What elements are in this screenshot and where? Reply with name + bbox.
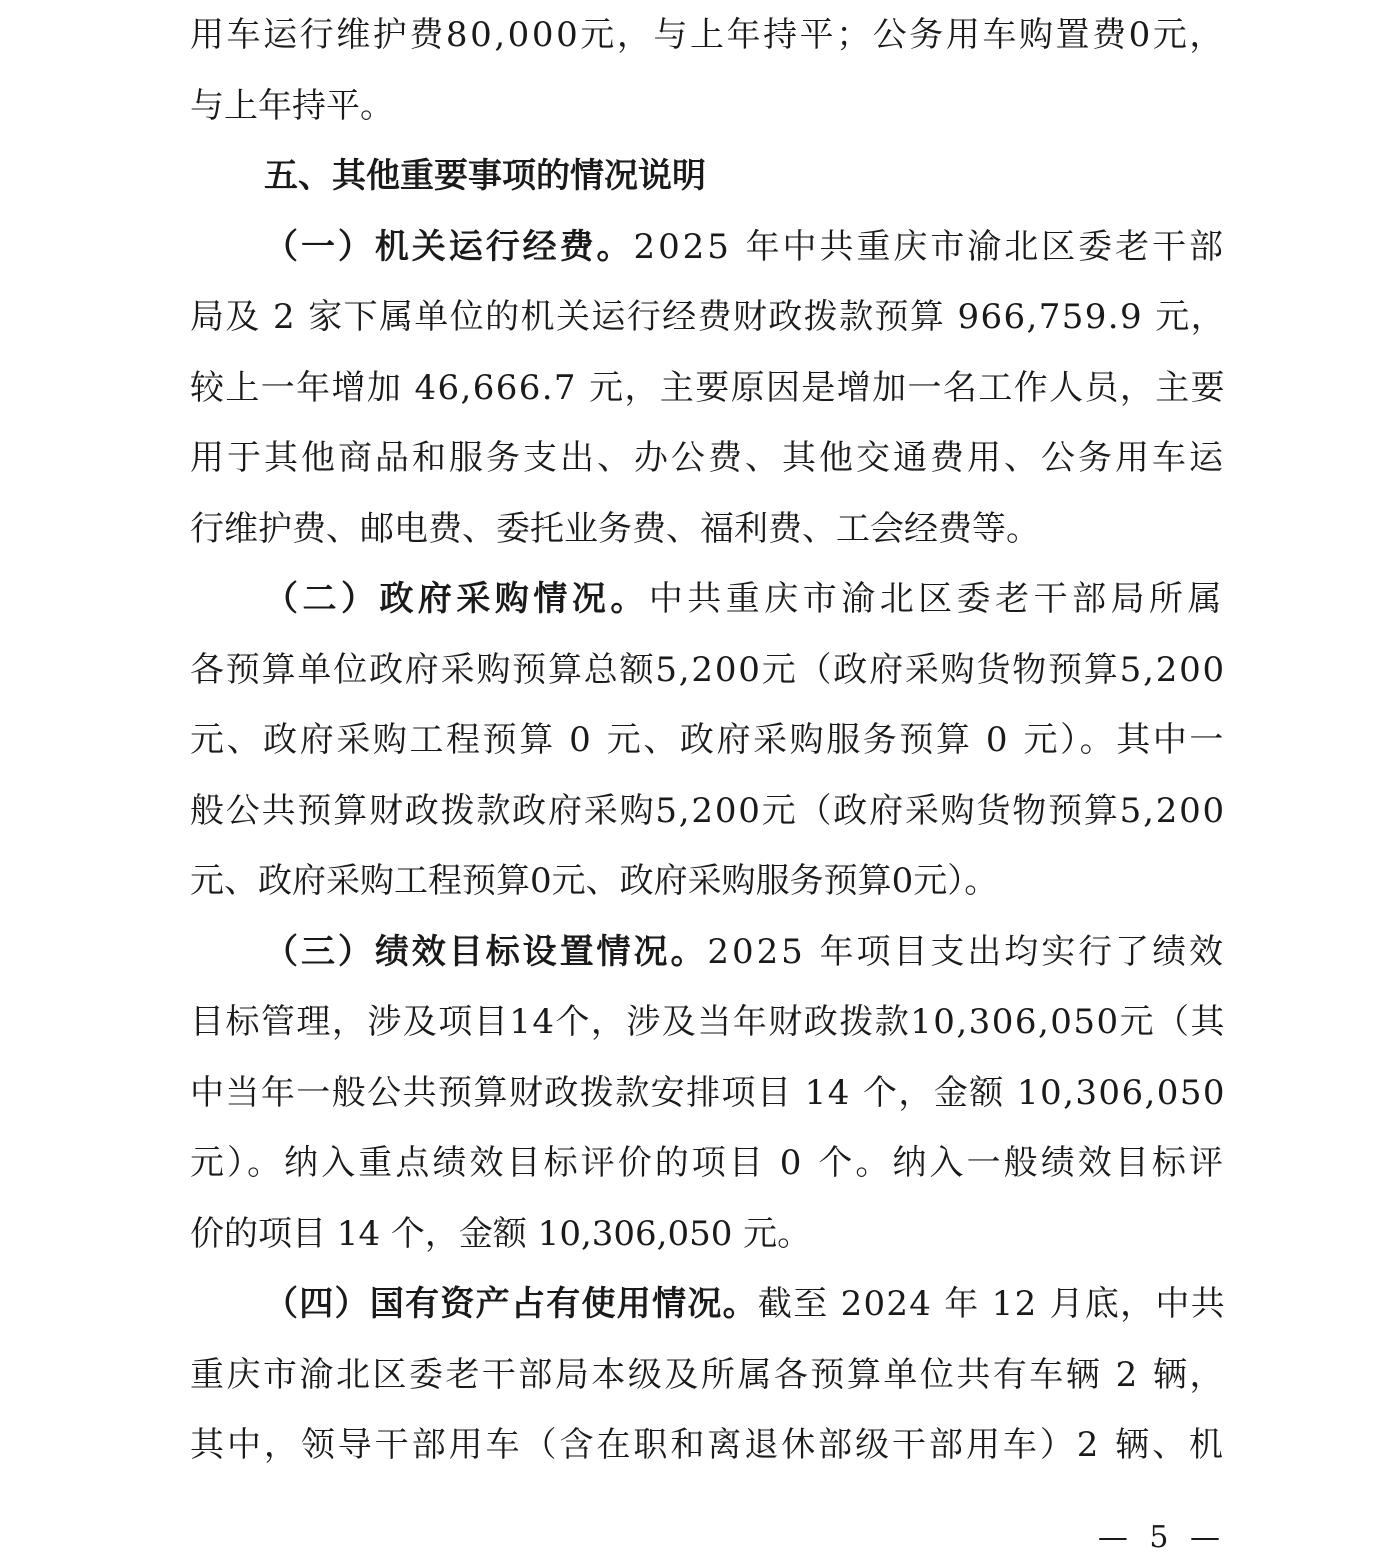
text-line (190, 776, 1226, 847)
text-line (190, 846, 1226, 917)
sub-heading: （一）机关运行经费。 (264, 226, 634, 267)
text-line (190, 1128, 1226, 1199)
text-line (190, 353, 1226, 424)
line-text: 用于其他商品和服务支出、办公费、其他交通费用、公务用车运 (190, 438, 1226, 478)
line-text: 与上年持平。 (190, 85, 394, 126)
sub-heading: （三）绩效目标设置情况。 (264, 931, 708, 972)
line-group (264, 564, 1226, 635)
section-heading: 五、其他重要事项的情况说明 (264, 156, 706, 196)
line-text: 般公共预算财政拨款政府采购5,200元（政府采购货物预算5,200 (190, 790, 1226, 831)
section-heading-line (190, 141, 1226, 212)
line-text: 元、政府采购工程预算0元、政府采购服务预算0元）。 (190, 861, 999, 901)
text-line (190, 0, 1226, 71)
line-group (264, 212, 1226, 283)
text-line (190, 705, 1226, 776)
line-text: 2025 年项目支出均实行了绩效 (707, 931, 1226, 972)
paragraph-start-line (190, 212, 1226, 283)
document-body (190, 0, 1226, 1481)
line-text: 中共重庆市渝北区委老干部局所属 (648, 579, 1227, 619)
line-group (264, 1269, 1226, 1340)
line-text: 重庆市渝北区委老干部局本级及所属各预算单位共有车辆 2 辆， (190, 1354, 1226, 1395)
text-line (190, 1340, 1226, 1411)
text-line (190, 635, 1226, 706)
paragraph-start-line (190, 917, 1226, 988)
text-line (190, 282, 1226, 353)
sub-heading: （二）政府采购情况。 (264, 579, 649, 619)
line-group (264, 917, 1226, 988)
paragraph-start-line (190, 564, 1226, 635)
text-line (190, 1058, 1226, 1129)
text-line (190, 71, 1226, 142)
text-line (190, 1410, 1226, 1481)
line-text: 各预算单位政府采购预算总额5,200元（政府采购货物预算5,200 (190, 649, 1226, 690)
page-number: — 5 — (1097, 1520, 1226, 1555)
text-line (190, 987, 1226, 1058)
line-text: 2025 年中共重庆市渝北区委老干部 (633, 226, 1226, 267)
line-text: 截至 2024 年 12 月底，中共 (757, 1284, 1226, 1324)
line-text: 价的项目 14 个，金额 10,306,050 元。 (190, 1213, 812, 1254)
line-text: 局及 2 家下属单位的机关运行经费财政拨款预算 966,759.9 元， (190, 297, 1226, 337)
text-line (190, 1199, 1226, 1270)
sub-heading: （四）国有资产占有使用情况。 (264, 1284, 758, 1324)
line-text: 较上一年增加 46,666.7 元，主要原因是增加一名工作人员，主要 (190, 367, 1226, 408)
line-text: 中当年一般公共预算财政拨款安排项目 14 个，金额 10,306,050 (190, 1072, 1226, 1113)
line-text: 用车运行维护费80,000元，与上年持平；公务用车购置费0元， (190, 15, 1226, 55)
line-text: 元）。纳入重点绩效目标评价的项目 0 个。纳入一般绩效目标评 (190, 1143, 1226, 1183)
line-text: 元、政府采购工程预算 0 元、政府采购服务预算 0 元）。其中一 (190, 720, 1226, 760)
paragraph-start-line (190, 1269, 1226, 1340)
text-line (190, 494, 1226, 565)
line-text: 行维护费、邮电费、委托业务费、福利费、工会经费等。 (190, 508, 1040, 549)
text-line (190, 423, 1226, 494)
line-text: 其中，领导干部用车（含在职和离退休部级干部用车）2 辆、机 (190, 1425, 1226, 1465)
line-text: 目标管理，涉及项目14个，涉及当年财政拨款10,306,050元（其 (190, 1002, 1226, 1042)
